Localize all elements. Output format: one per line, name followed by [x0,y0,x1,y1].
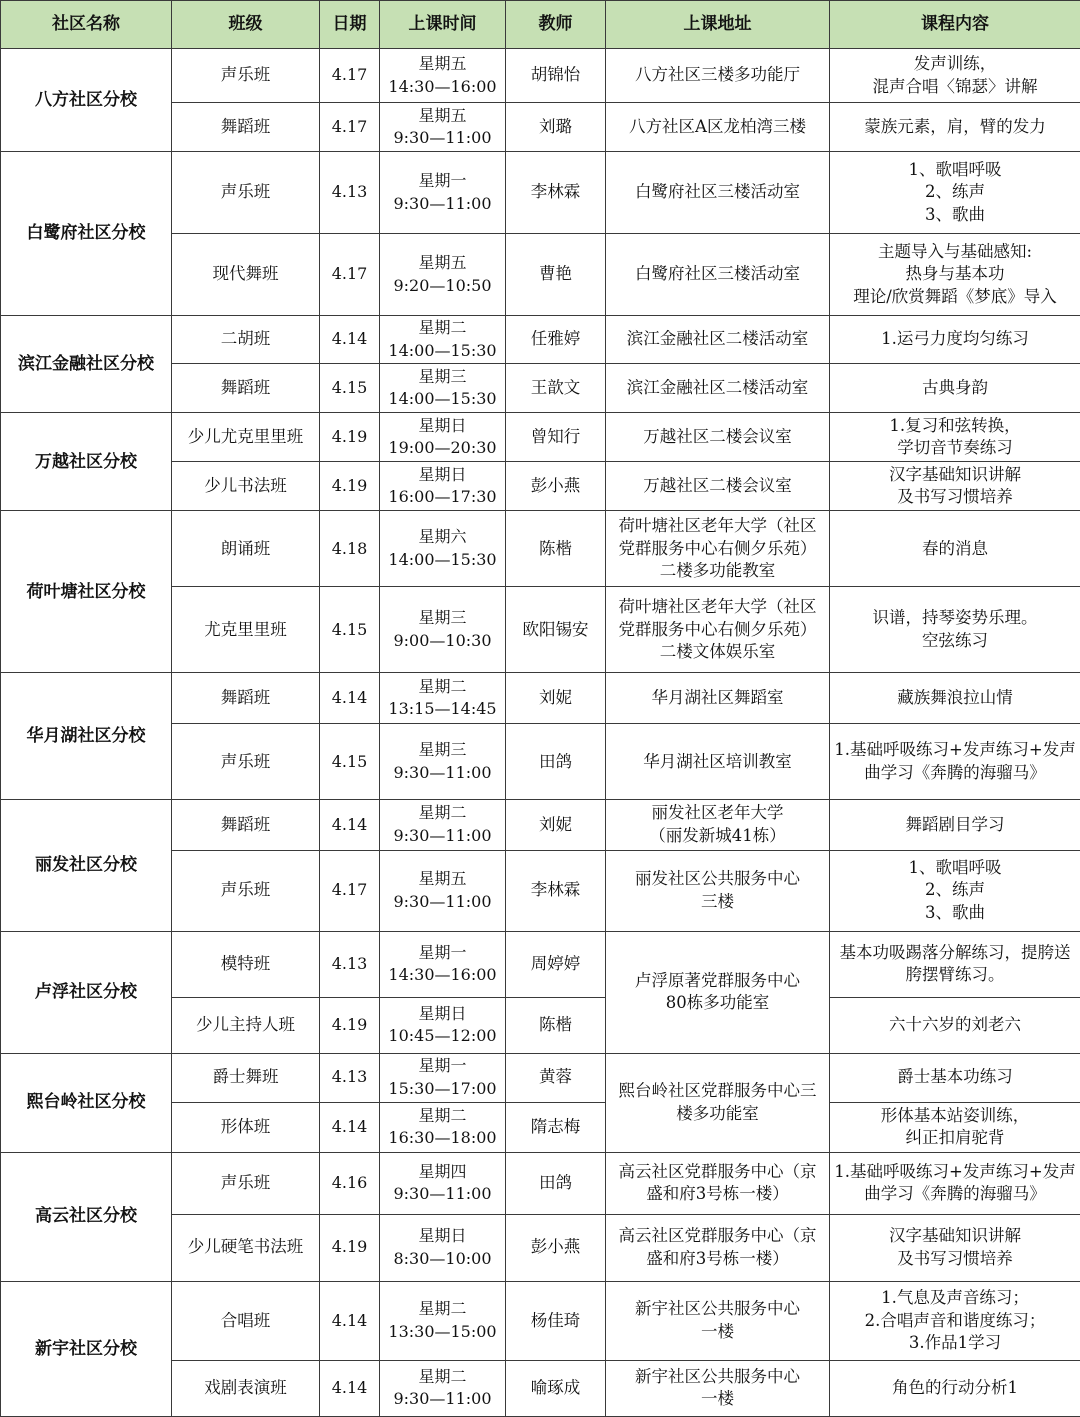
date-cell: 4.13 [320,1053,380,1102]
time-cell-line: 星期二 [418,1366,467,1386]
time-cell [380,103,506,152]
address-cell-line: 一楼 [701,1321,734,1341]
date-cell: 4.17 [320,234,380,316]
teacher-cell: 刘妮 [506,673,606,724]
content-cell-line: 爵士基本功练习 [897,1067,1013,1087]
time-cell [380,997,506,1053]
content-cell-line: 1、歌唱呼吸 [908,159,1002,179]
time-cell-line: 14:30—16:00 [388,76,497,96]
date-cell: 4.15 [320,724,380,800]
address-cell-line: 一楼 [701,1389,734,1409]
content-cell [830,1214,1080,1281]
time-cell-line: 星期三 [418,608,467,628]
time-cell-line: 星期二 [418,676,467,696]
content-cell-line: 1.基础呼吸练习+发声练习+发声 [834,1161,1076,1181]
address-cell-line: 高云社区党群服务中心（京 [618,1226,817,1246]
content-cell-line: 发声训练， [913,54,997,74]
class-cell: 少儿书法班 [172,462,320,511]
time-cell-line: 星期四 [418,1161,467,1181]
community-name-cell: 熙台岭社区分校 [1,1053,172,1152]
teacher-cell: 彭小燕 [506,462,606,511]
address-cell-line: 滨江金融社区二楼活动室 [626,329,809,349]
teacher-cell: 刘璐 [506,103,606,152]
class-cell: 舞蹈班 [172,364,320,413]
teacher-cell: 李林霖 [506,850,606,931]
time-cell-line: 16:00—17:30 [388,487,497,507]
class-cell: 朗诵班 [172,511,320,587]
time-cell-line: 星期三 [418,366,467,386]
address-cell [606,673,830,724]
teacher-cell: 王歆文 [506,364,606,413]
address-cell [606,1053,830,1152]
teacher-cell: 曾知行 [506,413,606,462]
content-cell-line: 舞蹈剧目学习 [905,814,1005,834]
teacher-cell: 陈楷 [506,511,606,587]
time-cell [380,1214,506,1281]
content-cell [830,413,1080,462]
content-cell [830,511,1080,587]
content-cell-line: 理论/欣赏舞蹈《梦底》导入 [853,286,1057,306]
content-cell [830,1360,1080,1416]
address-cell-line: 新宇社区公共服务中心 [635,1299,800,1319]
time-cell-line: 13:30—15:00 [388,1321,497,1341]
address-cell [606,800,830,850]
time-cell [380,462,506,511]
time-cell [380,152,506,234]
table-row [1,1152,1080,1214]
content-cell [830,49,1080,103]
content-cell [830,850,1080,931]
content-cell [830,931,1080,997]
teacher-cell: 周婷婷 [506,931,606,997]
content-cell-line: 古典身韵 [922,377,988,397]
address-cell [606,413,830,462]
community-name-cell: 万越社区分校 [1,413,172,511]
time-cell [380,1102,506,1152]
address-cell-line: 党群服务中心右侧夕乐苑） [618,619,817,639]
class-cell: 合唱班 [172,1281,320,1360]
address-cell-line: 高云社区党群服务中心（京 [618,1161,817,1181]
class-cell: 声乐班 [172,1152,320,1214]
time-cell-line: 9:30—11:00 [393,1389,492,1409]
address-cell [606,316,830,364]
time-cell-line: 星期五 [418,869,467,889]
teacher-cell: 杨佳琦 [506,1281,606,1360]
date-cell: 4.14 [320,1281,380,1360]
time-cell-line: 星期二 [418,318,467,338]
content-cell [830,364,1080,413]
address-cell [606,462,830,511]
time-cell-line: 14:30—16:00 [388,965,497,985]
content-cell [830,234,1080,316]
address-cell-line: 楼多功能室 [676,1103,759,1123]
content-cell-line: 1.气息及声音练习； [881,1288,1029,1308]
content-cell [830,673,1080,724]
date-cell: 4.14 [320,1360,380,1416]
teacher-cell: 彭小燕 [506,1214,606,1281]
date-cell: 4.14 [320,673,380,724]
address-cell [606,103,830,152]
content-cell-line: 学切音节奏练习 [897,438,1013,458]
content-cell-line: 3.作品1学习 [908,1333,1002,1353]
date-cell: 4.14 [320,316,380,364]
content-cell-line: 3、歌曲 [925,902,985,922]
address-cell-line: 万越社区二楼会议室 [643,476,792,496]
address-cell-line: 滨江金融社区二楼活动室 [626,377,809,397]
class-cell: 舞蹈班 [172,673,320,724]
content-cell-line: 春的消息 [922,538,988,558]
teacher-cell: 任雅婷 [506,316,606,364]
community-name-cell: 八方社区分校 [1,49,172,152]
date-cell: 4.19 [320,462,380,511]
header-content: 课程内容 [830,1,1080,49]
header-teacher: 教师 [506,1,606,49]
address-cell-line: 丽发社区公共服务中心 [635,869,800,889]
content-cell-line: 空弦练习 [922,630,988,650]
content-cell-line: 藏族舞浪拉山情 [897,688,1013,708]
table-row [1,800,1080,850]
header-class: 班级 [172,1,320,49]
content-cell-line: 1.基础呼吸练习+发声练习+发声 [834,740,1076,760]
class-cell: 形体班 [172,1102,320,1152]
date-cell: 4.16 [320,1152,380,1214]
time-cell-line: 星期日 [418,415,467,435]
time-cell-line: 星期日 [418,1003,467,1023]
address-cell [606,850,830,931]
address-cell-line: 荷叶塘社区老年大学（社区 [618,516,817,536]
time-cell-line: 星期日 [418,1226,467,1246]
content-cell-line: 1.复习和弦转换， [889,415,1021,435]
table-row [1,673,1080,724]
class-cell: 少儿硬笔书法班 [172,1214,320,1281]
address-cell [606,152,830,234]
address-cell [606,1281,830,1360]
header-community: 社区名称 [1,1,172,49]
address-cell-line: （丽发新城41栋） [649,825,786,845]
content-cell-line: 汉字基础知识讲解 [889,464,1021,484]
class-cell: 舞蹈班 [172,800,320,850]
address-cell-line: 盛和府3号栋一楼） [646,1184,789,1204]
address-cell [606,1152,830,1214]
class-cell: 模特班 [172,931,320,997]
community-name-cell: 滨江金融社区分校 [1,316,172,413]
time-cell [380,1053,506,1102]
time-cell-line: 19:00—20:30 [388,438,497,458]
content-cell-line: 形体基本站姿训练， [880,1105,1030,1125]
content-cell-line: 及书写习惯培养 [897,1248,1013,1268]
time-cell-line: 星期二 [418,803,467,823]
content-cell [830,1152,1080,1214]
table-row [1,49,1080,103]
content-cell [830,1102,1080,1152]
time-cell-line: 星期日 [418,464,467,484]
time-cell-line: 8:30—10:00 [393,1248,492,1268]
address-cell-line: 万越社区二楼会议室 [643,426,792,446]
time-cell-line: 13:15—14:45 [388,699,497,719]
time-cell-line: 9:30—11:00 [393,891,492,911]
date-cell: 4.19 [320,1214,380,1281]
time-cell [380,316,506,364]
address-cell-line: 白鹭府社区三楼活动室 [635,182,800,202]
address-cell [606,931,830,1053]
address-cell-line: 卢浮原著党群服务中心 [635,970,800,990]
time-cell [380,1152,506,1214]
time-cell-line: 星期一 [418,171,467,191]
class-cell: 声乐班 [172,724,320,800]
teacher-cell: 田鸽 [506,1152,606,1214]
teacher-cell: 曹艳 [506,234,606,316]
content-cell [830,1281,1080,1360]
date-cell: 4.19 [320,413,380,462]
class-cell: 少儿尤克里里班 [172,413,320,462]
table-row [1,152,1080,234]
class-cell: 声乐班 [172,850,320,931]
address-cell-line: 八方社区三楼多功能厅 [635,65,800,85]
time-cell-line: 9:30—11:00 [393,193,492,213]
teacher-cell: 李林霖 [506,152,606,234]
time-cell [380,1281,506,1360]
class-cell: 爵士舞班 [172,1053,320,1102]
table-row [1,413,1080,462]
address-cell [606,234,830,316]
address-cell [606,1214,830,1281]
content-cell-line: 2、练声 [925,880,985,900]
content-cell-line: 纠正扣肩驼背 [905,1128,1005,1148]
class-cell: 声乐班 [172,49,320,103]
content-cell-line: 混声合唱〈锦瑟〉讲解 [872,76,1038,96]
teacher-cell: 喻琢成 [506,1360,606,1416]
time-cell-line: 9:30—11:00 [393,1184,492,1204]
time-cell-line: 星期五 [418,253,467,273]
content-cell-line: 1.运弓力度均匀练习 [881,329,1029,349]
address-cell-line: 华月湖社区舞蹈室 [651,688,784,708]
address-cell [606,724,830,800]
content-cell [830,103,1080,152]
address-cell [606,49,830,103]
time-cell-line: 星期五 [418,54,467,74]
time-cell-line: 14:00—15:30 [388,340,497,360]
schedule-body [1,49,1080,1417]
content-cell [830,800,1080,850]
time-cell-line: 星期一 [418,942,467,962]
address-cell-line: 80栋多功能室 [665,993,770,1013]
time-cell [380,800,506,850]
time-cell [380,587,506,673]
address-cell [606,587,830,673]
address-cell-line: 白鹭府社区三楼活动室 [635,264,800,284]
table-row [1,316,1080,364]
teacher-cell: 胡锦怡 [506,49,606,103]
header-address: 上课地址 [606,1,830,49]
content-cell-line: 2.合唱声音和谐度练习； [864,1310,1046,1330]
content-cell-line: 及书写习惯培养 [897,487,1013,507]
address-cell-line: 八方社区A区龙柏湾三楼 [629,116,806,136]
content-cell-line: 六十六岁的刘老六 [889,1014,1021,1034]
teacher-cell: 隋志梅 [506,1102,606,1152]
content-cell-line: 基本功吸踢落分解练习，提胯送 [839,942,1071,962]
class-cell: 现代舞班 [172,234,320,316]
teacher-cell: 陈楷 [506,997,606,1053]
content-cell-line: 3、歌曲 [925,204,985,224]
content-cell-line: 曲学习《奔腾的海骝马》 [864,762,1046,782]
time-cell-line: 14:00—15:30 [388,389,497,409]
time-cell [380,673,506,724]
time-cell [380,49,506,103]
header-time: 上课时间 [380,1,506,49]
community-name-cell: 卢浮社区分校 [1,931,172,1053]
address-cell [606,364,830,413]
time-cell-line: 星期六 [418,527,467,547]
table-row [1,511,1080,587]
time-cell-line: 星期二 [418,1105,467,1125]
time-cell-line: 14:00—15:30 [388,549,497,569]
content-cell [830,1053,1080,1102]
date-cell: 4.13 [320,152,380,234]
date-cell: 4.14 [320,1102,380,1152]
time-cell-line: 10:45—12:00 [388,1026,497,1046]
address-cell-line: 党群服务中心右侧夕乐苑） [618,538,817,558]
time-cell [380,1360,506,1416]
time-cell-line: 星期三 [418,740,467,760]
class-cell: 戏剧表演班 [172,1360,320,1416]
address-cell [606,511,830,587]
class-cell: 尤克里里班 [172,587,320,673]
community-name-cell: 白鹭府社区分校 [1,152,172,316]
address-cell-line: 盛和府3号栋一楼） [646,1248,789,1268]
address-cell-line: 荷叶塘社区老年大学（社区 [618,597,817,617]
time-cell-line: 16:30—18:00 [388,1128,497,1148]
date-cell: 4.17 [320,49,380,103]
class-cell: 声乐班 [172,152,320,234]
time-cell [380,850,506,931]
teacher-cell: 黄蓉 [506,1053,606,1102]
address-cell-line: 三楼 [701,891,734,911]
header-date: 日期 [320,1,380,49]
time-cell [380,931,506,997]
class-cell: 舞蹈班 [172,103,320,152]
class-cell: 少儿主持人班 [172,997,320,1053]
teacher-cell: 刘妮 [506,800,606,850]
date-cell: 4.18 [320,511,380,587]
header-row [1,1,1080,49]
content-cell-line: 主题导入与基础感知: [877,241,1033,261]
address-cell-line: 新宇社区公共服务中心 [635,1366,800,1386]
time-cell-line: 9:30—11:00 [393,128,492,148]
table-row [1,1053,1080,1102]
content-cell-line: 胯摆臂练习。 [905,965,1005,985]
address-cell-line: 华月湖社区培训教室 [643,751,792,771]
time-cell-line: 星期二 [418,1299,467,1319]
time-cell [380,413,506,462]
community-name-cell: 丽发社区分校 [1,800,172,931]
content-cell [830,152,1080,234]
community-name-cell: 荷叶塘社区分校 [1,511,172,673]
time-cell [380,511,506,587]
address-cell-line: 熙台岭社区党群服务中心三 [618,1081,817,1101]
time-cell-line: 9:30—11:00 [393,762,492,782]
content-cell [830,724,1080,800]
time-cell [380,364,506,413]
content-cell-line: 汉字基础知识讲解 [889,1226,1021,1246]
address-cell-line: 二楼多功能教室 [659,561,776,581]
teacher-cell: 欧阳锡安 [506,587,606,673]
community-name-cell: 华月湖社区分校 [1,673,172,800]
teacher-cell: 田鸽 [506,724,606,800]
date-cell: 4.13 [320,931,380,997]
time-cell [380,234,506,316]
date-cell: 4.15 [320,587,380,673]
time-cell-line: 星期一 [418,1056,467,1076]
content-cell-line: 2、练声 [925,182,985,202]
content-cell [830,462,1080,511]
content-cell [830,997,1080,1053]
content-cell-line: 热身与基本功 [905,264,1005,284]
table-row [1,1281,1080,1360]
date-cell: 4.17 [320,103,380,152]
content-cell [830,587,1080,673]
content-cell-line: 蒙族元素，肩，臂的发力 [864,116,1046,136]
content-cell-line: 曲学习《奔腾的海骝马》 [864,1184,1046,1204]
time-cell-line: 星期五 [418,105,467,125]
time-cell-line: 9:30—11:00 [393,825,492,845]
date-cell: 4.15 [320,364,380,413]
content-cell [830,316,1080,364]
time-cell-line: 9:00—10:30 [393,630,492,650]
date-cell: 4.19 [320,997,380,1053]
time-cell-line: 15:30—17:00 [388,1078,497,1098]
content-cell-line: 识谱，持琴姿势乐理。 [872,608,1038,628]
date-cell: 4.17 [320,850,380,931]
community-name-cell: 新宇社区分校 [1,1281,172,1416]
content-cell-line: 1、歌唱呼吸 [908,857,1002,877]
date-cell: 4.14 [320,800,380,850]
time-cell [380,724,506,800]
table-row [1,931,1080,997]
class-cell: 二胡班 [172,316,320,364]
address-cell-line: 丽发社区老年大学 [651,803,784,823]
content-cell-line: 角色的行动分析1 [892,1378,1018,1398]
address-cell-line: 二楼文体娱乐室 [659,642,776,662]
address-cell [606,1360,830,1416]
time-cell-line: 9:20—10:50 [393,275,492,295]
community-name-cell: 高云社区分校 [1,1152,172,1281]
